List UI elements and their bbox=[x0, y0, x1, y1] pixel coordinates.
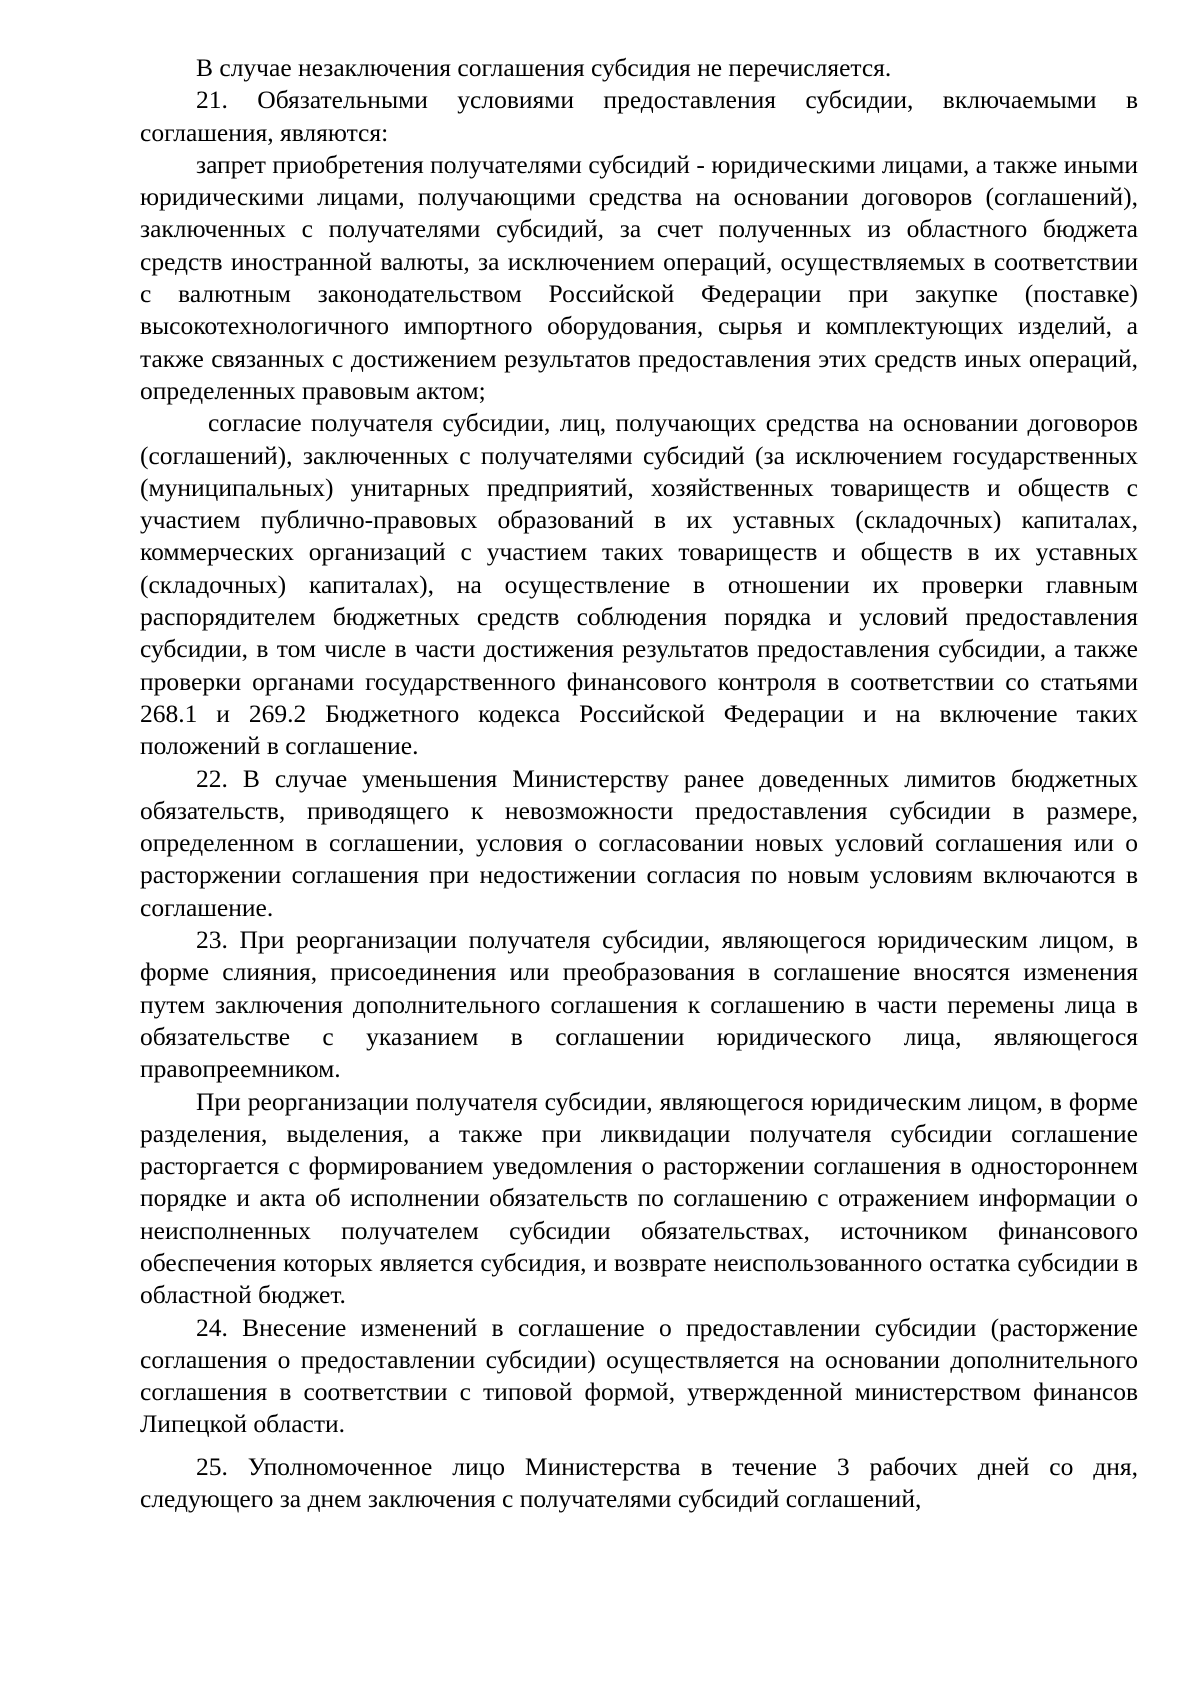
paragraph-no-agreement-no-transfer: В случае незаключения соглашения субсидия не перечисляется. bbox=[196, 53, 892, 82]
paragraph-21-mandatory-conditions: 21. Обязательными условиями предоставления субсидии, включаемыми в соглашения, являются: bbox=[140, 85, 1138, 147]
paragraph-reorganization-division: При реорганизации получателя субсидии, являющегося юридическим лицом, в форме разделения, выделения, а также при ликвидации получателя субсидии соглашение расторгается с формированием уведомления о расторжении соглашения в одностороннем порядке и акта об исполнении обязательств по соглашению с отражением информации о неисполненных получателем субсидии обязательствах, источником финансового обеспечения которых является субсидия, и возврате неиспользованного остатка субсидии в областной бюджет. bbox=[140, 1086, 1138, 1310]
paragraph-22-limits-reduction: 22. В случае уменьшения Министерству ранее доведенных лимитов бюджетных обязательств, приводящего к невозможности предоставления субсидии в размере, определенном в соглашении, условия о согласовании новых условий соглашения или о расторжении соглашения при недостижении согласия по новым условиям включаются в соглашение. bbox=[140, 763, 1138, 922]
paragraph-audit-consent: согласие получателя субсидии, лиц, получающих средства на основании договоров (соглашений), заключенных с получателями субсидий (за исключением государственных (муниципальных) унитарных предприятий, хозяйственных товариществ и обществ с участием публично-правовых образований в их уставных (складочных) капиталах, коммерческих организаций с участием таких товариществ и обществ в их уставных (складочных) капиталах), на осуществление в отношении их проверки главным распорядителем бюджетных средств соблюдения порядка и условий предоставления субсидии, в том числе в части достижения результатов предоставления субсидии, а также проверки органами государственного финансового контроля в соответствии со статьями 268.1 и 269.2 Бюджетного кодекса Российской Федерации и на включение таких положений в соглашение. bbox=[140, 408, 1138, 761]
paragraph-25-authorized-person: 25. Уполномоченное лицо Министерства в течение 3 рабочих дней со дня, следующего за днем заключения с получателями субсидий соглашений, bbox=[140, 1451, 1138, 1514]
paragraph-23-reorganization-merger: 23. При реорганизации получателя субсидии, являющегося юридическим лицом, в форме слияния, присоединения или преобразования в соглашение вносятся изменения путем заключения дополнительного соглашения к соглашению в части перемены лица в обязательстве с указанием в соглашении юридического лица, являющегося правопреемником. bbox=[140, 925, 1138, 1084]
document-body bbox=[140, 52, 1138, 1515]
paragraph-24-agreement-amendments: 24. Внесение изменений в соглашение о предоставлении субсидии (расторжение соглашения о предоставлении субсидии) осуществляется на основании дополнительного соглашения в соответствии с типовой формой, утвержденной министерством финансов Липецкой области. bbox=[140, 1312, 1138, 1439]
paragraph-currency-purchase-ban: запрет приобретения получателями субсидий - юридическими лицами, а также иными юридическими лицами, получающими средства на основании договоров (соглашений), заключенных с получателями субсидий, за счет полученных из областного бюджета средств иностранной валюты, за исключением операций, осуществляемых в соответствии с валютным законодательством Российской Федерации при закупке (поставке) высокотехнологичного импортного оборудования, сырья и комплектующих изделий, а также связанных с достижением результатов предоставления этих средств иных операций, определенных правовым актом; bbox=[140, 149, 1138, 405]
